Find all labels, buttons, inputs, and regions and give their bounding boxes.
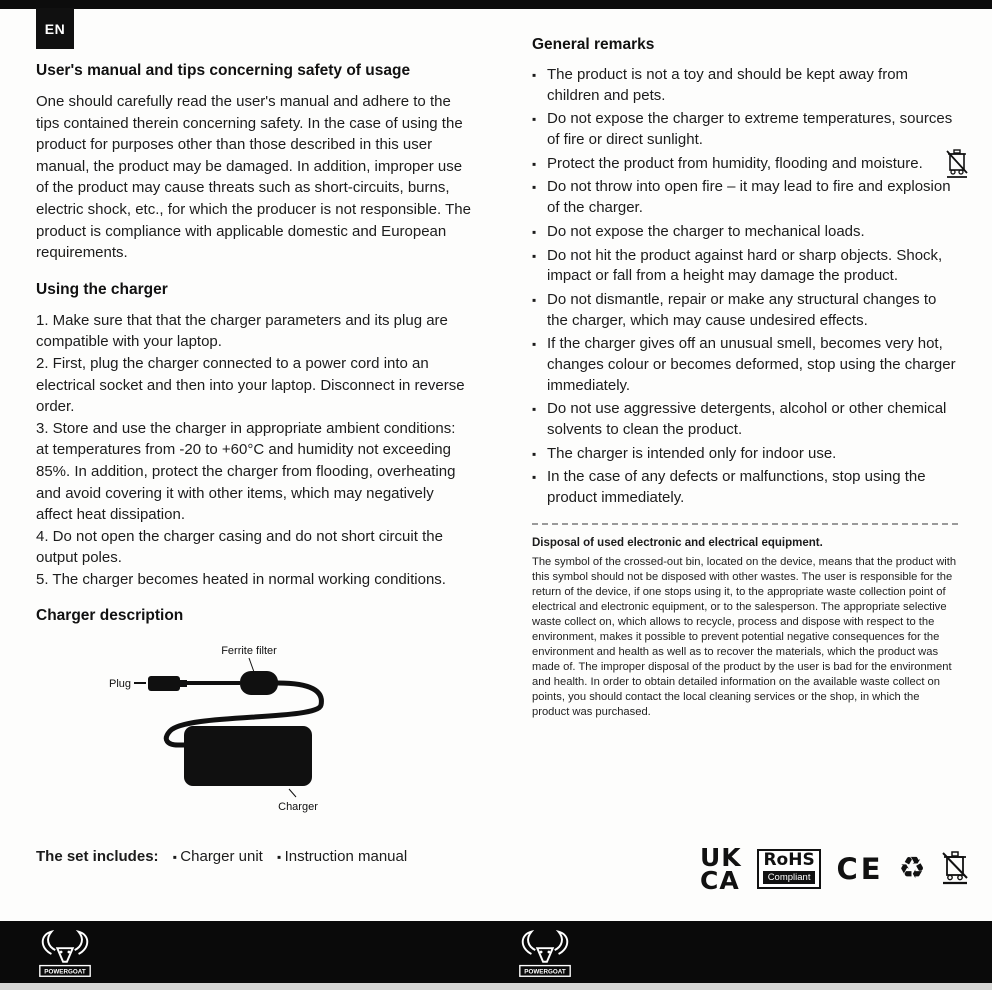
general-remarks-list: [532, 65, 958, 509]
remark-item: ▪ The charger is intended only for indoor use.: [532, 444, 958, 465]
brand-banner-label: POWERGOAT: [44, 968, 86, 976]
step-item: 1. Make sure that that the charger parameters and its plug are compatible with your laptop.: [36, 311, 448, 351]
remark-item: ▪ Do not hit the product against hard or sharp objects. Shock, impact or fall from a height may damage the product.: [532, 246, 958, 287]
remark-item: ▪ Protect the product from humidity, flooding and moisture.: [532, 154, 958, 175]
certification-marks: [700, 843, 962, 895]
disposal-paragraph: The symbol of the crossed-out bin, located on the device, means that the product with this symbol should not be disposed with other wastes. The user is responsible for the return of the device, if one stops using it, to the appropriate waste collection point of electrical and electronic equipment, or to the salesperson. The appropriate selective waste collect on, which allows to recycle, process and dispose with respect to the environment, makes it possible to prevent potential negative consequences for the environment and health as well as to recover the materials, which the product was made of. The improper disposal of the product by the user is bad for the environment and health. In order to obtain detailed information on the available waste collect on points, you should contact the local cleaning services or the shop, in which the product was purchased.: [532, 555, 957, 718]
margin-crossed-bin-icon: [944, 146, 970, 185]
step-item: 5. The charger becomes heated in normal working conditions.: [36, 570, 446, 588]
ce-mark: CE: [836, 852, 884, 886]
general-remarks-heading: General remarks: [532, 36, 655, 53]
plug-icon: [148, 676, 180, 691]
remark-item: ▪ Do not throw into open fire – it may lead to fire and explosion of the charger.: [532, 177, 958, 218]
goat-icon: [514, 926, 576, 980]
bottom-black-band: [0, 921, 992, 983]
left-column: [36, 62, 472, 865]
bottom-light-strip: [0, 983, 992, 990]
rohs-label: RoHS: [763, 850, 815, 871]
using-charger-heading: Using the charger: [36, 280, 168, 298]
manual-title: User's manual and tips concerning safety of usage: [36, 62, 411, 79]
charger-diagram: [96, 639, 472, 822]
ukca-line2: CA: [700, 866, 740, 895]
remark-item: ▪ In the case of any defects or malfunctions, stop using the product immediately.: [532, 467, 958, 508]
remark-item: ▪ Do not expose the charger to extreme temperatures, sources of fire or direct sunlight.: [532, 109, 958, 150]
charger-pointer-line: [289, 789, 296, 797]
charger-description-heading: Charger description: [36, 607, 184, 625]
set-includes-label: The set includes:: [36, 848, 159, 866]
charger-body-icon: [184, 726, 312, 786]
remark-item: ▪ Do not dismantle, repair or make any structural changes to the charger, which may cause undesired effects.: [532, 290, 958, 331]
right-column: [532, 36, 958, 720]
ukca-mark: [700, 843, 742, 895]
intro-paragraph: One should carefully read the user's manual and adhere to the tips contained therein concerning safety. In the case of using the product for purposes other than those described in this user manual, the product may be damaged. In addition, improper use of the product may cause threats such as short-circuits, burns, electric shock, etc., for which the producer is not responsible. The product is compliance with applicable domestic and European requirements.: [36, 93, 471, 262]
remark-item: ▪ Do not use aggressive detergents, alcohol or other chemical solvents to clean the product.: [532, 399, 958, 440]
set-includes-line: [36, 848, 472, 865]
ukca-line1: UK: [700, 843, 742, 872]
remark-item: ▪ The product is not a toy and should be kept away from children and pets.: [532, 65, 958, 106]
step-item: 3. Store and use the charger in appropriate ambient conditions: at temperatures from -20 to +60°C and humidity not exceeding 85%. In addition, protect the charger from flooding, overheating and avoid covering it with other items, which may negatively affect heat dissipation.: [36, 419, 456, 524]
ferrite-pointer-line: [249, 658, 254, 672]
brand-banner-label: POWERGOAT: [524, 968, 566, 976]
goat-icon: [34, 926, 96, 980]
recycle-icon: ♻: [898, 852, 926, 885]
charger-label: Charger: [278, 801, 318, 814]
language-badge: [36, 8, 74, 49]
step-item: 2. First, plug the charger connected to a power cord into an electrical socket and then into your laptop. Disconnect in reverse order.: [36, 354, 465, 416]
using-charger-steps: [36, 310, 472, 591]
plug-label: Plug: [108, 678, 132, 691]
remark-item: ▪ Do not expose the charger to mechanical loads.: [532, 222, 958, 243]
disposal-heading: Disposal of used electronic and electrical equipment.: [532, 536, 823, 549]
ferrite-filter-label: Ferrite filter: [221, 645, 277, 658]
dashed-divider: [532, 523, 958, 525]
charger-diagram-svg: [96, 639, 396, 817]
powergoat-logo: [34, 926, 96, 985]
crossed-bin-icon: [940, 848, 970, 891]
top-black-strip: [0, 0, 992, 9]
rohs-compliant-label: Compliant: [763, 871, 816, 884]
rohs-mark: [757, 849, 822, 889]
ferrite-bead-icon: [240, 671, 278, 695]
set-includes-item: ▪ Instruction manual: [277, 848, 407, 865]
language-badge-label: EN: [44, 20, 66, 37]
remark-item: ▪ If the charger gives off an unusual smell, becomes very hot, changes colour or becomes deformed, stop using the charger immediately.: [532, 334, 958, 396]
step-item: 4. Do not open the charger casing and do not short circuit the output poles.: [36, 527, 443, 567]
powergoat-logo: [514, 926, 576, 985]
set-includes-item: ▪ Charger unit: [173, 848, 263, 865]
plug-tip: [180, 680, 187, 687]
